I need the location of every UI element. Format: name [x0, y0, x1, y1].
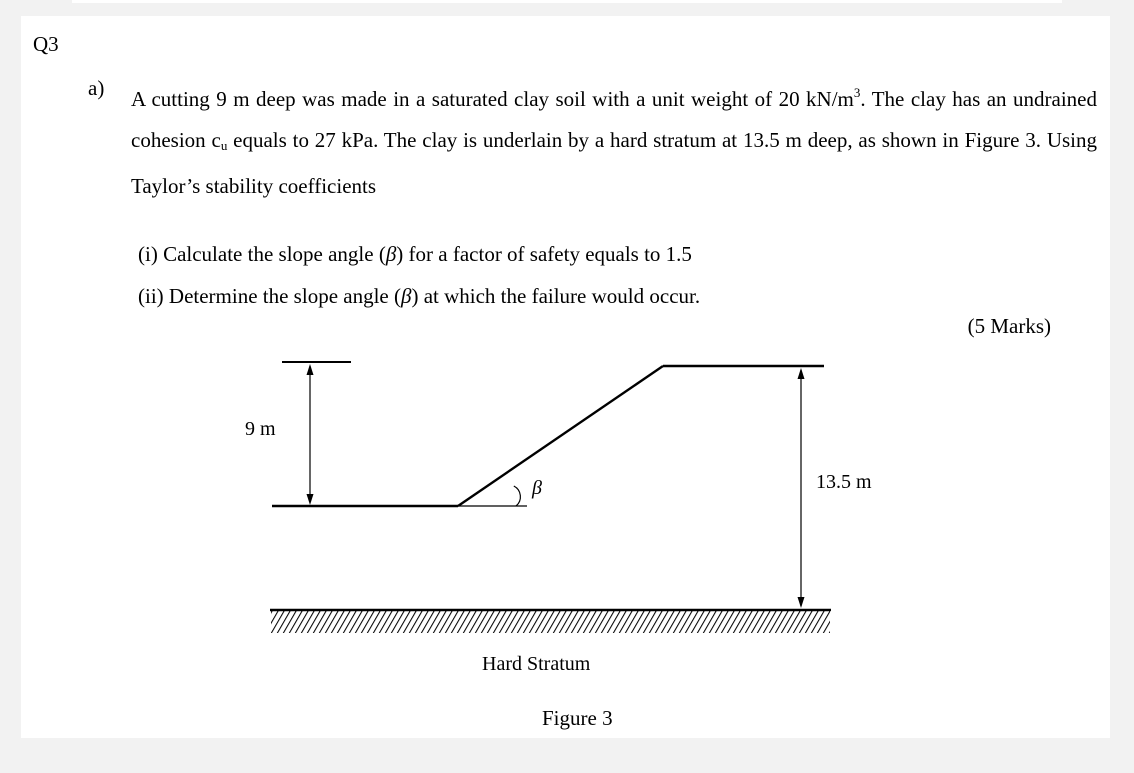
item-prefix: (i) Calculate the slope angle ( — [138, 242, 386, 266]
beta-symbol: β — [385, 242, 397, 266]
angle-beta-label: β — [532, 477, 542, 499]
depth-9m-label: 9 m — [245, 418, 276, 440]
document-page — [21, 16, 1110, 738]
slope-line — [458, 366, 663, 506]
depth-9m-arrow-bottom — [307, 494, 314, 505]
unit-exponent: 3 — [853, 85, 861, 100]
top-page-edge — [72, 0, 1062, 3]
part-label: a) — [88, 76, 105, 100]
figure-caption: Figure 3 — [542, 706, 613, 730]
item-suffix: ) for a factor of safety equals to 1.5 — [396, 242, 692, 266]
hard-stratum-hatching — [271, 611, 830, 633]
hard-stratum-label: Hard Stratum — [482, 653, 591, 675]
item-prefix: (ii) Determine the slope angle ( — [138, 284, 401, 308]
beta-symbol: β — [400, 284, 412, 308]
marks-label: (5 Marks) — [967, 314, 1051, 338]
depth-13-5m-label: 13.5 m — [816, 471, 872, 493]
depth-9m-arrow-top — [307, 364, 314, 375]
question-number: Q3 — [33, 32, 59, 56]
paragraph-line1-end: . The clay has an undrained cohesion c — [131, 87, 1097, 152]
paragraph-rest: equals to 27 kPa. The clay is underlain by a hard stratum at 13.5 m deep, as shown in Figure 3. Using Taylor’s stability coefficients — [131, 128, 1097, 198]
depth-13-5m-arrow-top — [798, 368, 805, 379]
item-suffix: ) at which the failure would occur. — [411, 284, 701, 308]
depth-13-5m-arrow-bottom — [798, 597, 805, 608]
cohesion-subscript: u — [220, 138, 228, 153]
figure-3-diagram — [21, 16, 1110, 738]
paragraph-line1: A cutting 9 m deep was made in a saturated clay soil with a unit weight of 20 kN/m — [131, 87, 854, 111]
angle-arc — [514, 486, 521, 506]
